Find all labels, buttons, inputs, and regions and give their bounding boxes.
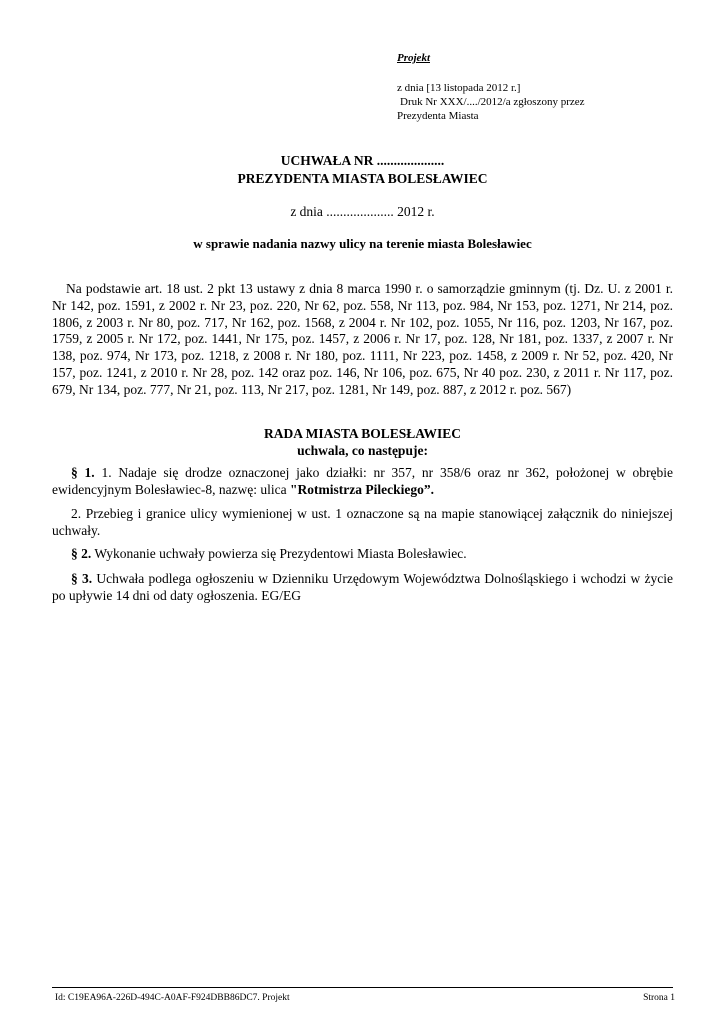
meta-author-line: Prezydenta Miasta — [397, 110, 479, 122]
document-meta — [397, 81, 585, 123]
council-resolves: uchwala, co następuje: — [297, 443, 428, 458]
section-3-text: Uchwała podlega ogłoszeniu w Dzienniku Urzędowym Województwa Dolnośląskiego i wchodzi w życie po upływie 14 dni od daty ogłoszenia. EG/EG — [52, 571, 674, 603]
section-1-point-2: 2. Przebieg i granice ulicy wymienionej w ust. 1 oznaczone są na mapie stanowiącej załącznik do niniejszej uchwały. — [52, 506, 673, 538]
section-3-marker: § 3. — [71, 571, 93, 586]
footer-document-id: Id: C19EA96A-226D-494C-A0AF-F924DBB86DC7. Projekt — [55, 993, 290, 1003]
section-3-paragraph — [52, 571, 673, 605]
footer-page-number: Strona 1 — [643, 993, 675, 1003]
meta-date-line: z dnia [13 listopada 2012 r.] — [397, 82, 521, 94]
section-2-text: Wykonanie uchwały powierza się Prezydentowi Miasta Bolesławiec. — [91, 546, 467, 561]
resolution-number: UCHWAŁA NR .................... — [280, 153, 445, 168]
section-2-paragraph — [52, 546, 673, 563]
resolution-date: z dnia .................... 2012 r. — [290, 204, 435, 219]
section-2-marker: § 2. — [71, 546, 92, 561]
projekt-label: Projekt — [397, 52, 430, 64]
street-name: "Rotmistrza Pileckiego”. — [290, 481, 434, 497]
footer-divider — [52, 987, 673, 988]
legal-basis-paragraph: Na podstawie art. 18 ust. 2 pkt 13 ustawy z dnia 8 marca 1990 r. o samorządzie gminnym (tj. Dz. U. z 2001 r. Nr 142, poz. 1591, z 2002 r. Nr 23, poz. 220, Nr 62, poz. 558, Nr 113, poz. 984, Nr 153, poz. 1271, Nr 214, poz. 1806, z 2003 r. Nr 80, poz. 717, Nr 162, poz. 1568, z 2004 r. Nr 102, poz. 1055, Nr 116, poz. 1203, Nr 167, poz. 1759, z 2005 r. Nr 172, poz. 1441, Nr 175, poz. 1457, z 2006 r. Nr 17, poz. 128, Nr 181, poz. 1337, z 2007 r. Nr 138, poz. 974, Nr 173, poz. 1218, z 2008 r. Nr 180, poz. 1111, Nr 223, poz. 1458, z 2009 r. Nr 52, poz. 420, Nr 157, poz. 1241, z 2010 r. Nr 28, poz. 142 oraz poz. 146, Nr 106, poz. 675, Nr 40 poz. 230, z 2011 r. Nr 117, poz. 679, Nr 134, poz. 777, Nr 21, poz. 113, Nr 217, poz. 1281, Nr 149, poz. 887, z 2012 r. poz. 567) — [52, 281, 673, 397]
section-1-marker: § 1. — [71, 465, 95, 480]
section-1-text: 1. Nadaje się drodze oznaczonej jako działki: nr 357, nr 358/6 oraz nr 362, położonej w obrębie ewidencyjnym Bolesławiec-8, nazwę: ulica — [52, 465, 674, 497]
section-1-paragraph — [52, 465, 673, 499]
resolution-issuer: PREZYDENTA MIASTA BOLESŁAWIEC — [237, 171, 488, 186]
council-heading: RADA MIASTA BOLESŁAWIEC — [263, 426, 462, 441]
resolution-subject: w sprawie nadania nazwy ulicy na terenie miasta Bolesławiec — [193, 236, 532, 251]
meta-druk-line: Druk Nr XXX/..../2012/a zgłoszony przez — [400, 96, 585, 108]
